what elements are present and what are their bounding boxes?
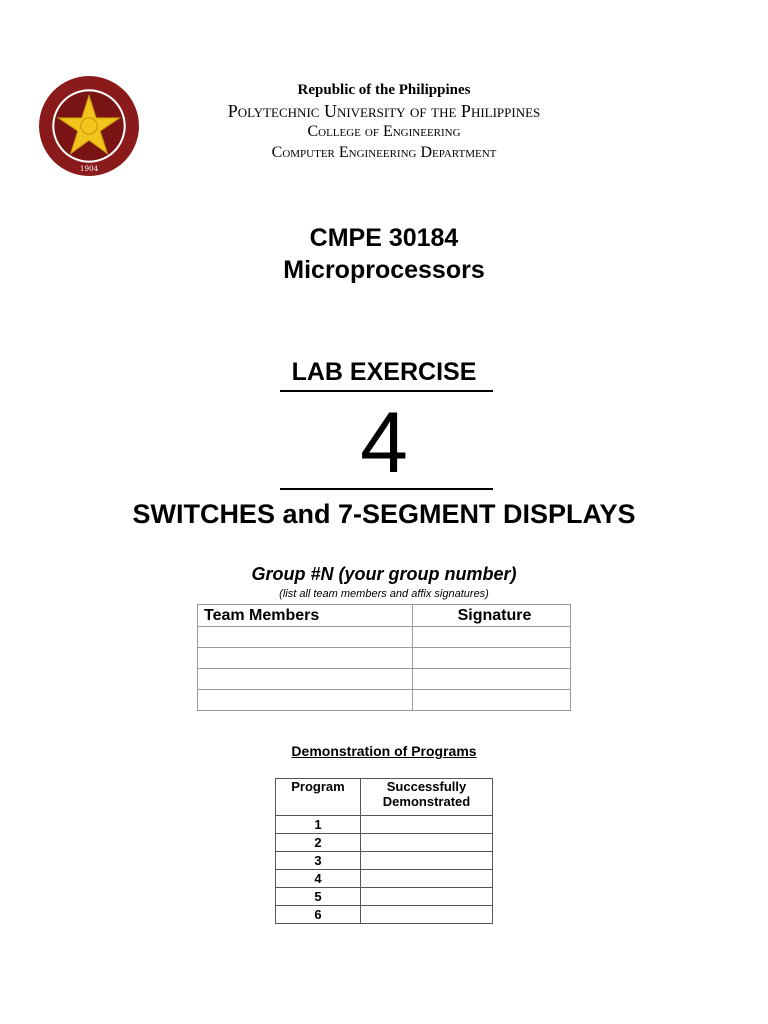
program-number: 2 — [276, 834, 361, 852]
group-note: (list all team members and affix signatures) — [279, 588, 489, 600]
table-row — [276, 816, 493, 834]
header-university: Polytechnic University of the Philippines — [227, 101, 541, 121]
divider-top — [280, 390, 493, 392]
table-row — [198, 627, 571, 648]
table-row — [276, 870, 493, 888]
demonstrated-cell[interactable] — [361, 834, 493, 852]
member-cell[interactable] — [198, 627, 413, 648]
divider-bottom — [280, 488, 493, 490]
member-cell[interactable] — [198, 669, 413, 690]
demonstrated-cell[interactable] — [361, 852, 493, 870]
table-row — [198, 669, 571, 690]
team-table — [197, 604, 571, 711]
member-cell[interactable] — [198, 648, 413, 669]
signature-cell[interactable] — [413, 669, 571, 690]
header-department: Computer Engineering Department — [271, 144, 497, 161]
table-row — [276, 888, 493, 906]
demonstrated-cell[interactable] — [361, 870, 493, 888]
course-code: CMPE 30184 — [309, 224, 459, 252]
program-number: 6 — [276, 906, 361, 924]
signature-cell[interactable] — [413, 648, 571, 669]
signature-cell[interactable] — [413, 627, 571, 648]
program-number: 3 — [276, 852, 361, 870]
signature-cell[interactable] — [413, 690, 571, 711]
lab-title: SWITCHES and 7-SEGMENT DISPLAYS — [132, 499, 636, 529]
table-row — [198, 648, 571, 669]
demo-table — [275, 778, 493, 924]
program-header: Program — [276, 779, 361, 816]
demo-title: Demonstration of Programs — [291, 743, 477, 759]
program-number: 4 — [276, 870, 361, 888]
team-members-header: Team Members — [198, 605, 413, 627]
demonstrated-header: Successfully Demonstrated — [361, 779, 493, 816]
table-row — [276, 906, 493, 924]
seal-year: 1904 — [79, 163, 99, 173]
header-republic: Republic of the Philippines — [297, 82, 471, 98]
table-row — [276, 852, 493, 870]
demonstrated-cell[interactable] — [361, 906, 493, 924]
lab-number: 4 — [360, 395, 408, 491]
group-title: Group #N (your group number) — [251, 564, 517, 584]
signature-header: Signature — [413, 605, 571, 627]
lab-exercise-label: LAB EXERCISE — [291, 358, 477, 386]
member-cell[interactable] — [198, 690, 413, 711]
program-number: 5 — [276, 888, 361, 906]
course-name: Microprocessors — [283, 256, 485, 284]
table-row — [198, 690, 571, 711]
program-number: 1 — [276, 816, 361, 834]
demonstrated-cell[interactable] — [361, 816, 493, 834]
demonstrated-cell[interactable] — [361, 888, 493, 906]
table-row — [276, 834, 493, 852]
header-college: College of Engineering — [307, 123, 461, 140]
